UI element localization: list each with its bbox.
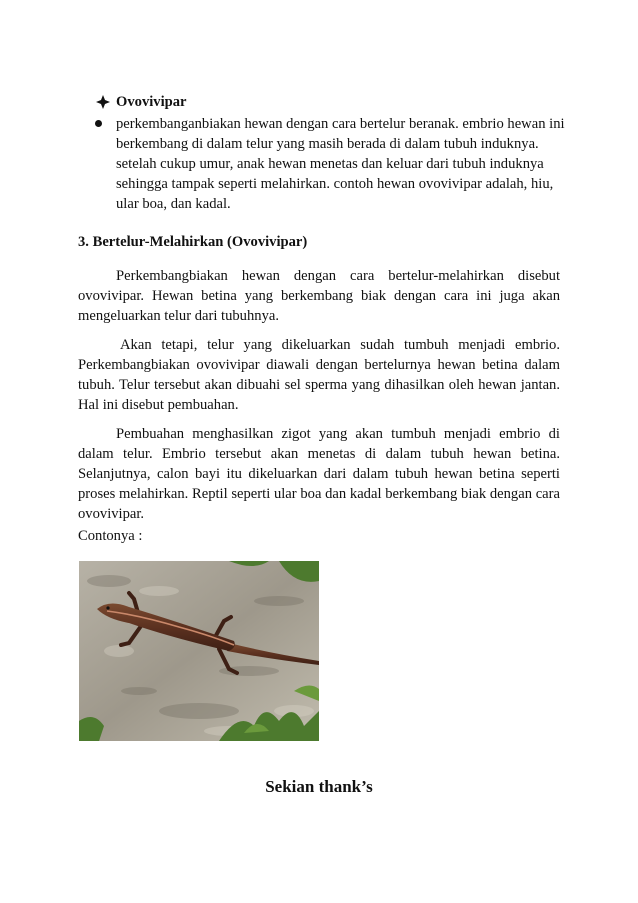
bullet-item-text: perkembanganbiakan hewan dengan cara bertelur beranak. embrio hewan ini berkembang di dalam telur yang masih berada di dalam tubuh induknya. setelah cukup umur, anak hewan menetas dan keluar dari tubuh induknya sehingga tampak seperti melahirkan. contoh hewan ovovivipar adalah, hiu, ular boa, dan kadal. [116,116,565,212]
lizard-photo [79,561,319,741]
bullet-heading-text: Ovovivipar [116,94,187,110]
bullet-heading [96,92,187,112]
bullet-list-item [95,114,565,214]
section-heading: 3. Bertelur-Melahirkan (Ovovivipar) [78,234,308,250]
closing-text: Sekian thank’s [265,777,373,796]
diamond-bullet-icon [96,95,110,109]
round-bullet-icon [95,120,102,127]
paragraph-2: Akan tetapi, telur yang dikeluarkan sudah tumbuh menjadi embrio. Perkembangbiakan ovovivipar diawali dengan bertelurnya hewan betina dalam tubuh. Telur tersebut akan dibuahi sel sperma yang dihasilkan oleh hewan jantan. Hal ini disebut pembuahan. [78,337,560,413]
paragraph-1: Perkembangbiakan hewan dengan cara bertelur-melahirkan disebut ovovivipar. Hewan betina yang berkembang biak dengan cara ini juga akan mengeluarkan telur dari tubuhnya. [78,268,560,324]
lizard-illustration [79,561,319,741]
example-label: Contonya : [78,528,143,544]
paragraph-3: Pembuahan menghasilkan zigot yang akan tumbuh menjadi embrio di dalam telur. Embrio tersebut akan menetas di dalam tubuh hewan betina. Selanjutnya, calon bayi itu dikeluarkan dari dalam tubuh hewan betina seperti proses melahirkan. Reptil seperti ular boa dan kadal berkembang biak dengan cara ovovivipar. [78,426,560,522]
